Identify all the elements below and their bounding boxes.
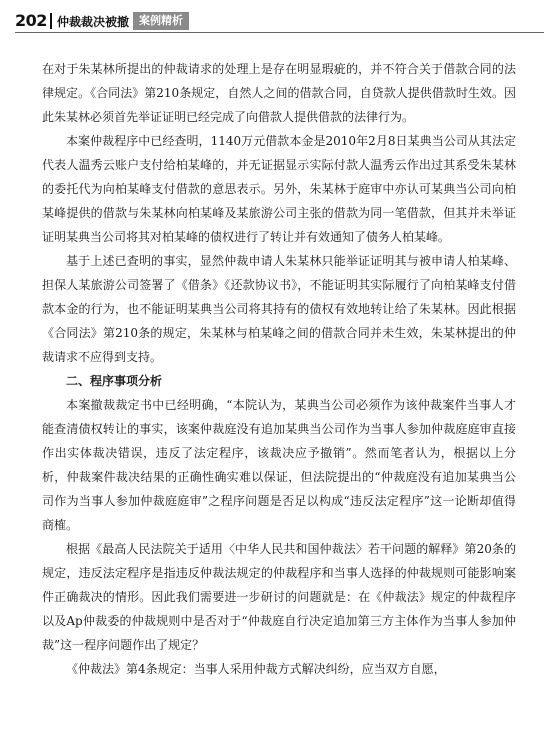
page-number: 202 xyxy=(15,11,47,30)
paragraph-6: 《仲裁法》第4条规定：当事人采用仲裁方式解决纠纷，应当双方自愿， xyxy=(66,662,446,676)
paragraph-4: 本案撤裁裁定书中已经明确，“本院认为，某典当公司必须作为该仲裁案件当事人才能查清债权转让的事实，该案仲裁庭没有追加某典当公司作为当事人参加仲裁庭庭审直接作出实体裁决错误，违反了法定程序，该裁决应予撤销”。然而笔者认为，根据以上分析，仲裁案件裁决结果的正确性确实难以保证，但法院提出的“仲裁庭没有追加某典当公司作为当事人参加仲裁庭庭审”之程序问题是否足以构成“违反法定程序”这一论断却值得商榷。 xyxy=(42,398,516,532)
page-body xyxy=(42,57,516,681)
book-title: 仲裁裁决被撤 xyxy=(57,15,130,29)
header-divider xyxy=(50,13,52,29)
paragraph-3: 基于上述已查明的事实，显然仲裁申请人朱某林只能举证证明其与被申请人柏某峰、担保人某旅游公司签署了《借条》《还款协议书》，不能证明其实际履行了向柏某峰支付借款本金的行为，也不能证明某典当公司将其持有的债权有效地转让给了朱某林。因此根据《合同法》第210条的规定，朱某林与柏某峰之间的借款合同并未生效，朱某林提出的仲裁请求不应得到支持。 xyxy=(42,254,516,364)
paragraph-1: 在对于朱某林所提出的仲裁请求的处理上是存在明显瑕疵的，并不符合关于借款合同的法律规定。《合同法》第210条规定，自然人之间的借款合同，自贷款人提供借款时生效。因此朱某林必须首先举证证明已经完成了向借款人提供借款的法律行为。 xyxy=(42,62,516,124)
section-badge: 案例精析 xyxy=(133,12,189,30)
header-rule xyxy=(15,32,544,33)
paragraph-5: 根据《最高人民法院关于适用〈中华人民共和国仲裁法〉若干问题的解释》第20条的规定，违反法定程序是指违反仲裁法规定的仲裁程序和当事人选择的仲裁规则可能影响案件正确裁决的情形。因此我们需要进一步研讨的问题就是：在《仲裁法》规定的仲裁程序以及Ap仲裁委的仲裁规则中是否对于“仲裁庭自行决定追加第三方主体作为当事人参加仲裁”这一程序问题作出了规定？ xyxy=(42,542,516,652)
section-heading: 二、程序事项分析 xyxy=(66,374,163,388)
page-header xyxy=(0,10,558,32)
paragraph-2: 本案仲裁程序中已经查明，1140万元借款本金是2010年2月8日某典当公司从其法定代表人温秀云账户支付给柏某峰的，并无证据显示实际付款人温秀云作出过其系受朱某林的委托代为向柏某峰支付借款的意思表示。另外，朱某林于庭审中亦认可某典当公司向柏某峰提供的借款与朱某林向柏某峰及某旅游公司主张的借款为同一笔借款，但其并未举证证明某典当公司将其对柏某峰的债权进行了转让并有效通知了债务人柏某峰。 xyxy=(42,134,516,244)
